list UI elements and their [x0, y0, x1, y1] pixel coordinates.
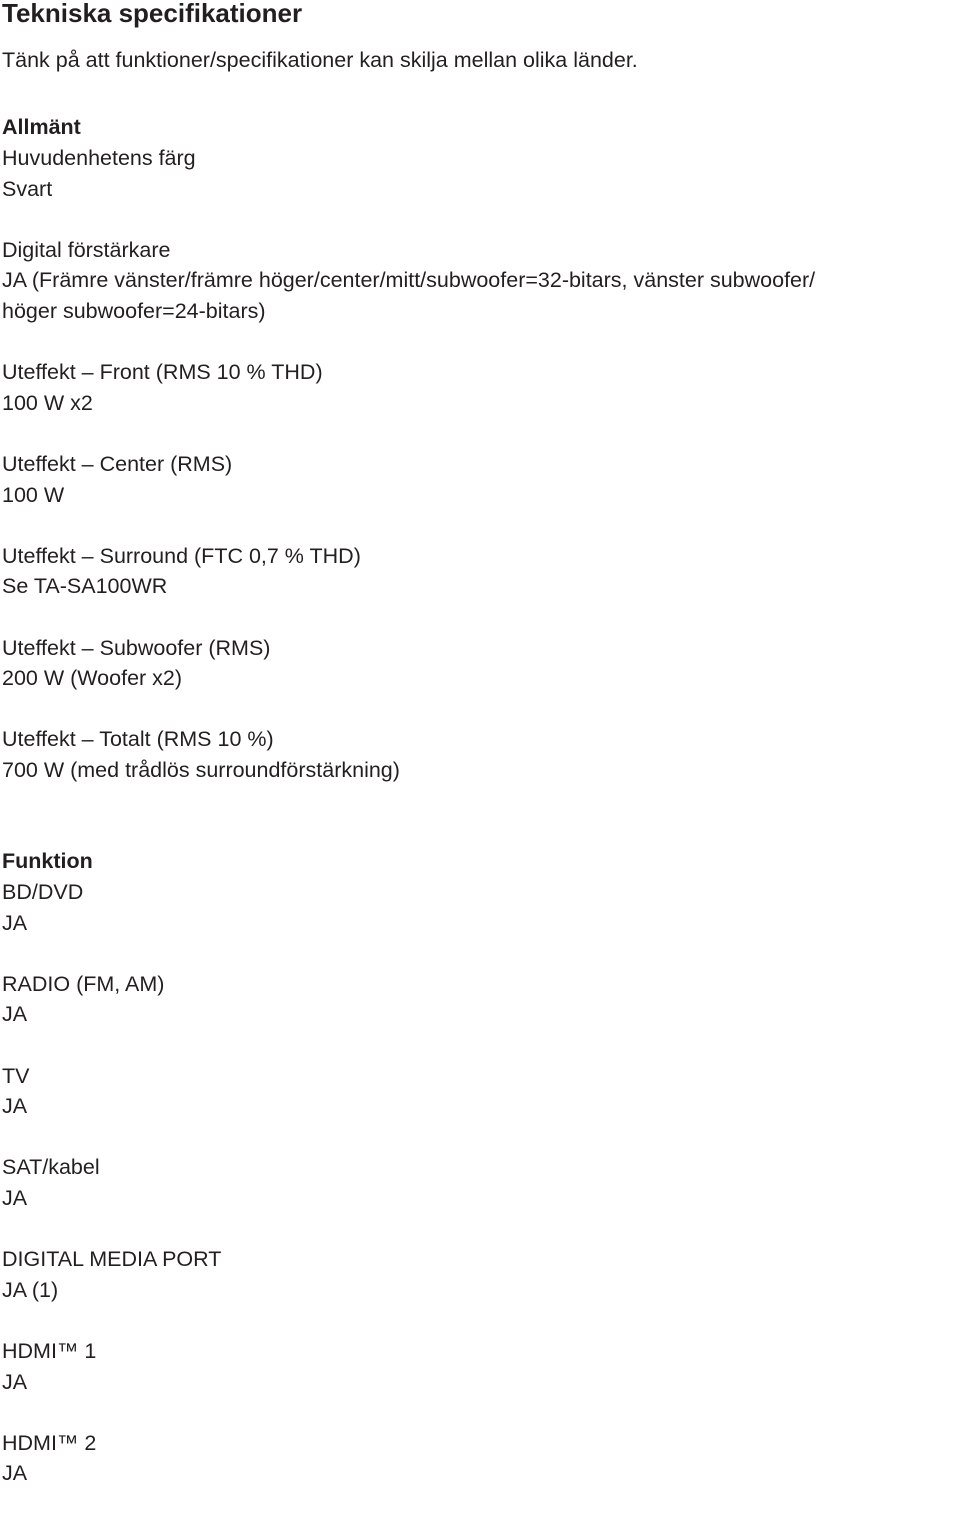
spec-label: BD/DVD: [2, 880, 84, 905]
spec-item-output-surround: [2, 541, 957, 602]
spec-item-hdmi-2: [2, 1428, 957, 1489]
spec-item-bd-dvd: [2, 877, 957, 938]
spec-label: RADIO (FM, AM): [2, 971, 165, 996]
spec-value: 100 W x2: [2, 390, 93, 415]
spec-value: JA: [2, 910, 28, 935]
spec-item-tv: [2, 1061, 957, 1122]
spec-label: Uteffekt – Totalt (RMS 10 %): [2, 727, 274, 752]
spec-label: Uteffekt – Surround (FTC 0,7 % THD): [2, 543, 361, 568]
spec-label: TV: [2, 1063, 30, 1088]
spec-value: Svart: [2, 176, 53, 201]
spec-item-hdmi-1: [2, 1336, 957, 1397]
section-general: [2, 112, 957, 785]
spec-item-digital-media-port: [2, 1244, 957, 1305]
spec-label: HDMI™ 1: [2, 1338, 97, 1363]
spec-item-color: [2, 143, 957, 204]
spec-item-output-total: [2, 724, 957, 785]
spec-value: JA (1): [2, 1277, 59, 1302]
spec-value: Se TA-SA100WR: [2, 574, 168, 599]
spec-label: Uteffekt – Subwoofer (RMS): [2, 635, 271, 660]
spec-label: Digital förstärkare: [2, 237, 171, 262]
spec-value: 700 W (med trådlös surroundförstärkning): [2, 757, 400, 782]
spec-value: JA (Främre vänster/främre höger/center/mitt/subwoofer=32-bitars, vänster subwoofer/: [2, 268, 816, 293]
spec-label: Huvudenhetens färg: [2, 146, 196, 170]
spec-value: 200 W (Woofer x2): [2, 666, 183, 691]
spec-item-output-subwoofer: [2, 633, 957, 694]
spec-value: JA: [2, 1094, 28, 1119]
spec-page: [2, 0, 957, 1520]
spec-value-continued: höger subwoofer=24-bitars): [2, 298, 266, 323]
spec-label: Uteffekt – Center (RMS): [2, 451, 233, 476]
spec-value: 100 W: [2, 482, 65, 507]
spec-item-output-front: [2, 357, 957, 418]
spec-value: JA: [2, 1002, 28, 1027]
page-title: Tekniska specifikationer: [2, 0, 303, 28]
spec-item-digital-amplifier: [2, 235, 957, 327]
spec-value: JA: [2, 1461, 28, 1486]
spec-item-output-center: [2, 449, 957, 510]
spec-item-sat-cable: [2, 1152, 957, 1213]
intro-text: Tänk på att funktioner/specifikationer kan skilja mellan olika länder.: [2, 48, 638, 72]
section-heading-general: Allmänt: [2, 115, 81, 139]
spec-value: JA: [2, 1369, 28, 1394]
spec-label: Uteffekt – Front (RMS 10 % THD): [2, 360, 323, 385]
spec-label: DIGITAL MEDIA PORT: [2, 1247, 222, 1272]
spec-label: HDMI™ 2: [2, 1430, 97, 1455]
spec-value: JA: [2, 1186, 28, 1210]
section-function: [2, 846, 957, 1489]
section-heading-function: Funktion: [2, 849, 93, 874]
spec-item-radio: [2, 969, 957, 1030]
spec-label: SAT/kabel: [2, 1155, 100, 1180]
